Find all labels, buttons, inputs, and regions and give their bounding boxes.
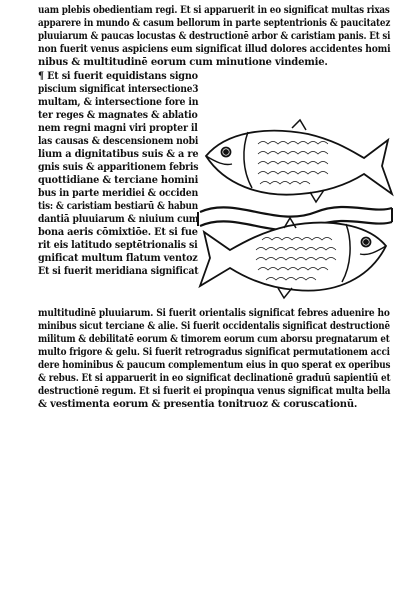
text-line: dere hominibus & paucum complementum eius in quo sperat ex operibus: [38, 360, 391, 371]
text-line: militum & debilitatē eorum & timorem eorum cum aborsu pregnatarum et: [38, 334, 390, 345]
text-line: rit eis latitudo septētrionalis si: [38, 240, 198, 251]
text-line: non fuerit venus aspiciens eum significat illud dolores accidentes homi: [38, 44, 391, 55]
text-span: Et si fuerit equidistans signo: [47, 71, 198, 82]
text-line: apparere in mundo & casum bellorum in parte septentrionis & paucitatez: [38, 18, 391, 29]
text-line: gnificat multum flatum ventoz: [38, 253, 198, 264]
text-line: & vestimenta eorum & presentia tonitruoz & coruscationū.: [38, 399, 358, 410]
pisces-woodcut-illustration: [196, 118, 396, 306]
text-line: multam, & intersectione fore in: [38, 97, 199, 108]
text-line: & rebus. Et si apparuerit in eo significat declinationē graduū sapientiū et: [38, 373, 391, 384]
text-line: pluuiarum & paucas locustas & destructionē arbor & caristiam panis. Et si: [38, 31, 391, 42]
lower-fish: [200, 218, 386, 298]
text-line: nibus & multitudinē eorum cum minutione vindemie.: [38, 57, 328, 68]
text-line: tis: & caristiam bestiarū & habun: [38, 201, 199, 212]
text-line: uam plebis obedientiam regi. Et si apparuerit in eo significat multas rixas: [38, 5, 390, 16]
pilcrow-mark: ¶: [38, 71, 44, 82]
text-line: [38, 70, 198, 83]
text-line: piscium significat intersectione3: [38, 84, 199, 95]
text-line: ter reges & magnates & ablatio: [38, 110, 198, 121]
upper-fish: [206, 120, 392, 202]
text-line: bus in parte meridiei & occiden: [38, 188, 199, 199]
text-line: multo frigore & gelu. Si fuerit retrogradus significat permutationem acci: [38, 347, 390, 358]
text-line: gnis suis & apparitionem febris: [38, 162, 199, 173]
text-line: destructionē regum. Et si fuerit ei propinqua venus significat multa bella: [38, 386, 391, 397]
text-line: minibus sicut terciane & alie. Si fuerit occidentalis significat destructionē: [38, 321, 390, 332]
text-line: multitudinē pluuiarum. Si fuerit orientalis significat febres aduenire ho: [38, 308, 390, 319]
text-line: lium a dignitatibus suis & a re: [38, 149, 199, 160]
text-line: nem regni magni viri propter il: [38, 123, 198, 134]
text-line: bona aeris cōmixtiōe. Et si fue: [38, 227, 198, 238]
text-line: las causas & descensionem nobi: [38, 136, 199, 147]
text-line: Et si fuerit meridiana significat: [38, 266, 199, 277]
text-line: quottidiane & terciane homini: [38, 175, 199, 186]
text-line: dantiā pluuiarum & niuium cum: [38, 214, 199, 225]
